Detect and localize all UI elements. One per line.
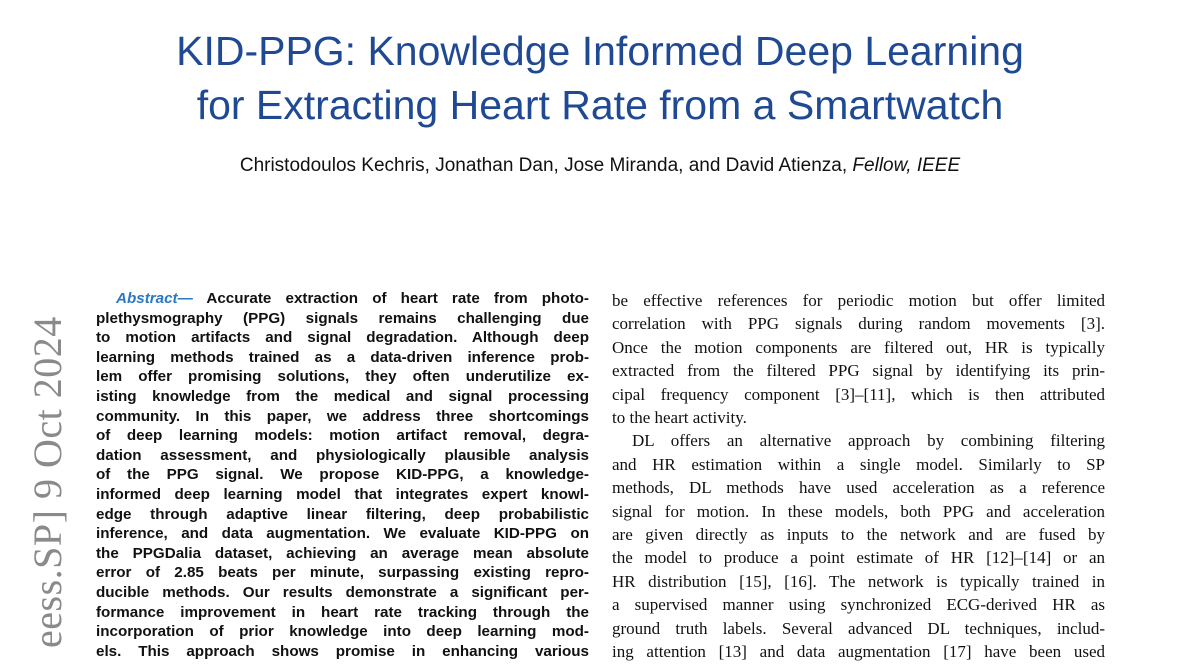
body-line: are given directly as inputs to the network and are fused by: [612, 525, 1105, 545]
abstract-line: inference, and data augmentation. We evaluate KID-PPG on: [96, 525, 589, 543]
abstract-line: plethysmography (PPG) signals remains challenging due: [96, 309, 589, 327]
abstract-line: incorporation of prior knowledge into deep learning mod-: [96, 623, 589, 641]
abstract-line: the PPGDalia dataset, achieving an average mean absolute: [96, 544, 589, 562]
abstract-line: dation assessment, and physiologically plausible analysis: [96, 446, 589, 464]
body-line: ground truth labels. Several advanced DL techniques, includ-: [612, 618, 1105, 638]
body-line: correlation with PPG signals during random movements [3].: [612, 314, 1105, 334]
abstract-line: isting knowledge from the medical and signal processing: [96, 387, 589, 405]
abstract-line: of the PPG signal. We propose KID-PPG, a knowledge-: [96, 466, 589, 484]
abstract-line: els. This approach shows promise in enhancing various: [96, 642, 589, 660]
author-affiliation-title: Fellow, IEEE: [852, 155, 961, 176]
abstract-line: ducible methods. Our results demonstrate a significant per-: [96, 583, 589, 601]
abstract-line: to motion artifacts and signal degradation. Although deep: [96, 329, 589, 347]
body-line: HR distribution [15], [16]. The network is typically trained in: [612, 571, 1105, 591]
body-line: cipal frequency component [3]–[11], which is then attributed: [612, 384, 1105, 404]
title-line-2: for Extracting Heart Rate from a Smartwatch: [196, 82, 1004, 128]
arxiv-side-stamp: eess.SP] 9 Oct 2024: [25, 316, 70, 648]
body-line: and HR estimation within a single model. Similarly to SP: [612, 454, 1105, 474]
author-names: Christodoulos Kechris, Jonathan Dan, Jose Miranda, and David Atienza,: [239, 155, 848, 176]
abstract-line: Abstract— Accurate extraction of heart rate from photo-: [116, 290, 589, 307]
abstract-line: formance improvement in heart rate tracking through the: [96, 603, 589, 621]
body-line: signal for motion. In these models, both PPG and acceleration: [612, 501, 1105, 521]
paper-title: [0, 24, 1200, 132]
abstract-line: lem offer promising solutions, they often underutilize ex-: [96, 368, 589, 386]
title-line-1: KID-PPG: Knowledge Informed Deep Learning: [176, 28, 1024, 74]
body-line: Once the motion components are filtered out, HR is typically: [612, 337, 1105, 357]
abstract-line: informed deep learning model that integrates expert knowl-: [96, 485, 589, 503]
abstract-line: edge through adaptive linear filtering, deep probabilistic: [96, 505, 589, 523]
body-line: ing attention [13] and data augmentation [17] have been used: [612, 642, 1105, 662]
body-line: to the heart activity.: [612, 408, 747, 428]
body-line: the model to produce a point estimate of HR [12]–[14] or an: [612, 548, 1105, 568]
abstract-label: Abstract—: [116, 290, 193, 307]
body-line: DL offers an alternative approach by combining filtering: [632, 431, 1105, 451]
body-column-right: [612, 289, 1105, 664]
abstract-line: learning methods trained as a data-driven inference prob-: [96, 348, 589, 366]
body-line: a supervised manner using synchronized ECG-derived HR as: [612, 595, 1105, 615]
body-line: be effective references for periodic motion but offer limited: [612, 291, 1105, 310]
abstract-line: community. In this paper, we address three shortcomings: [96, 407, 589, 425]
abstract-block: [96, 289, 589, 661]
abstract-line: error of 2.85 beats per minute, surpassing existing repro-: [96, 564, 589, 582]
author-list: [0, 155, 1200, 177]
abstract-line: of deep learning models: motion artifact removal, degra-: [96, 427, 589, 445]
body-line: methods, DL methods have used acceleration as a reference: [612, 478, 1105, 498]
body-line: extracted from the filtered PPG signal by identifying its prin-: [612, 361, 1105, 381]
